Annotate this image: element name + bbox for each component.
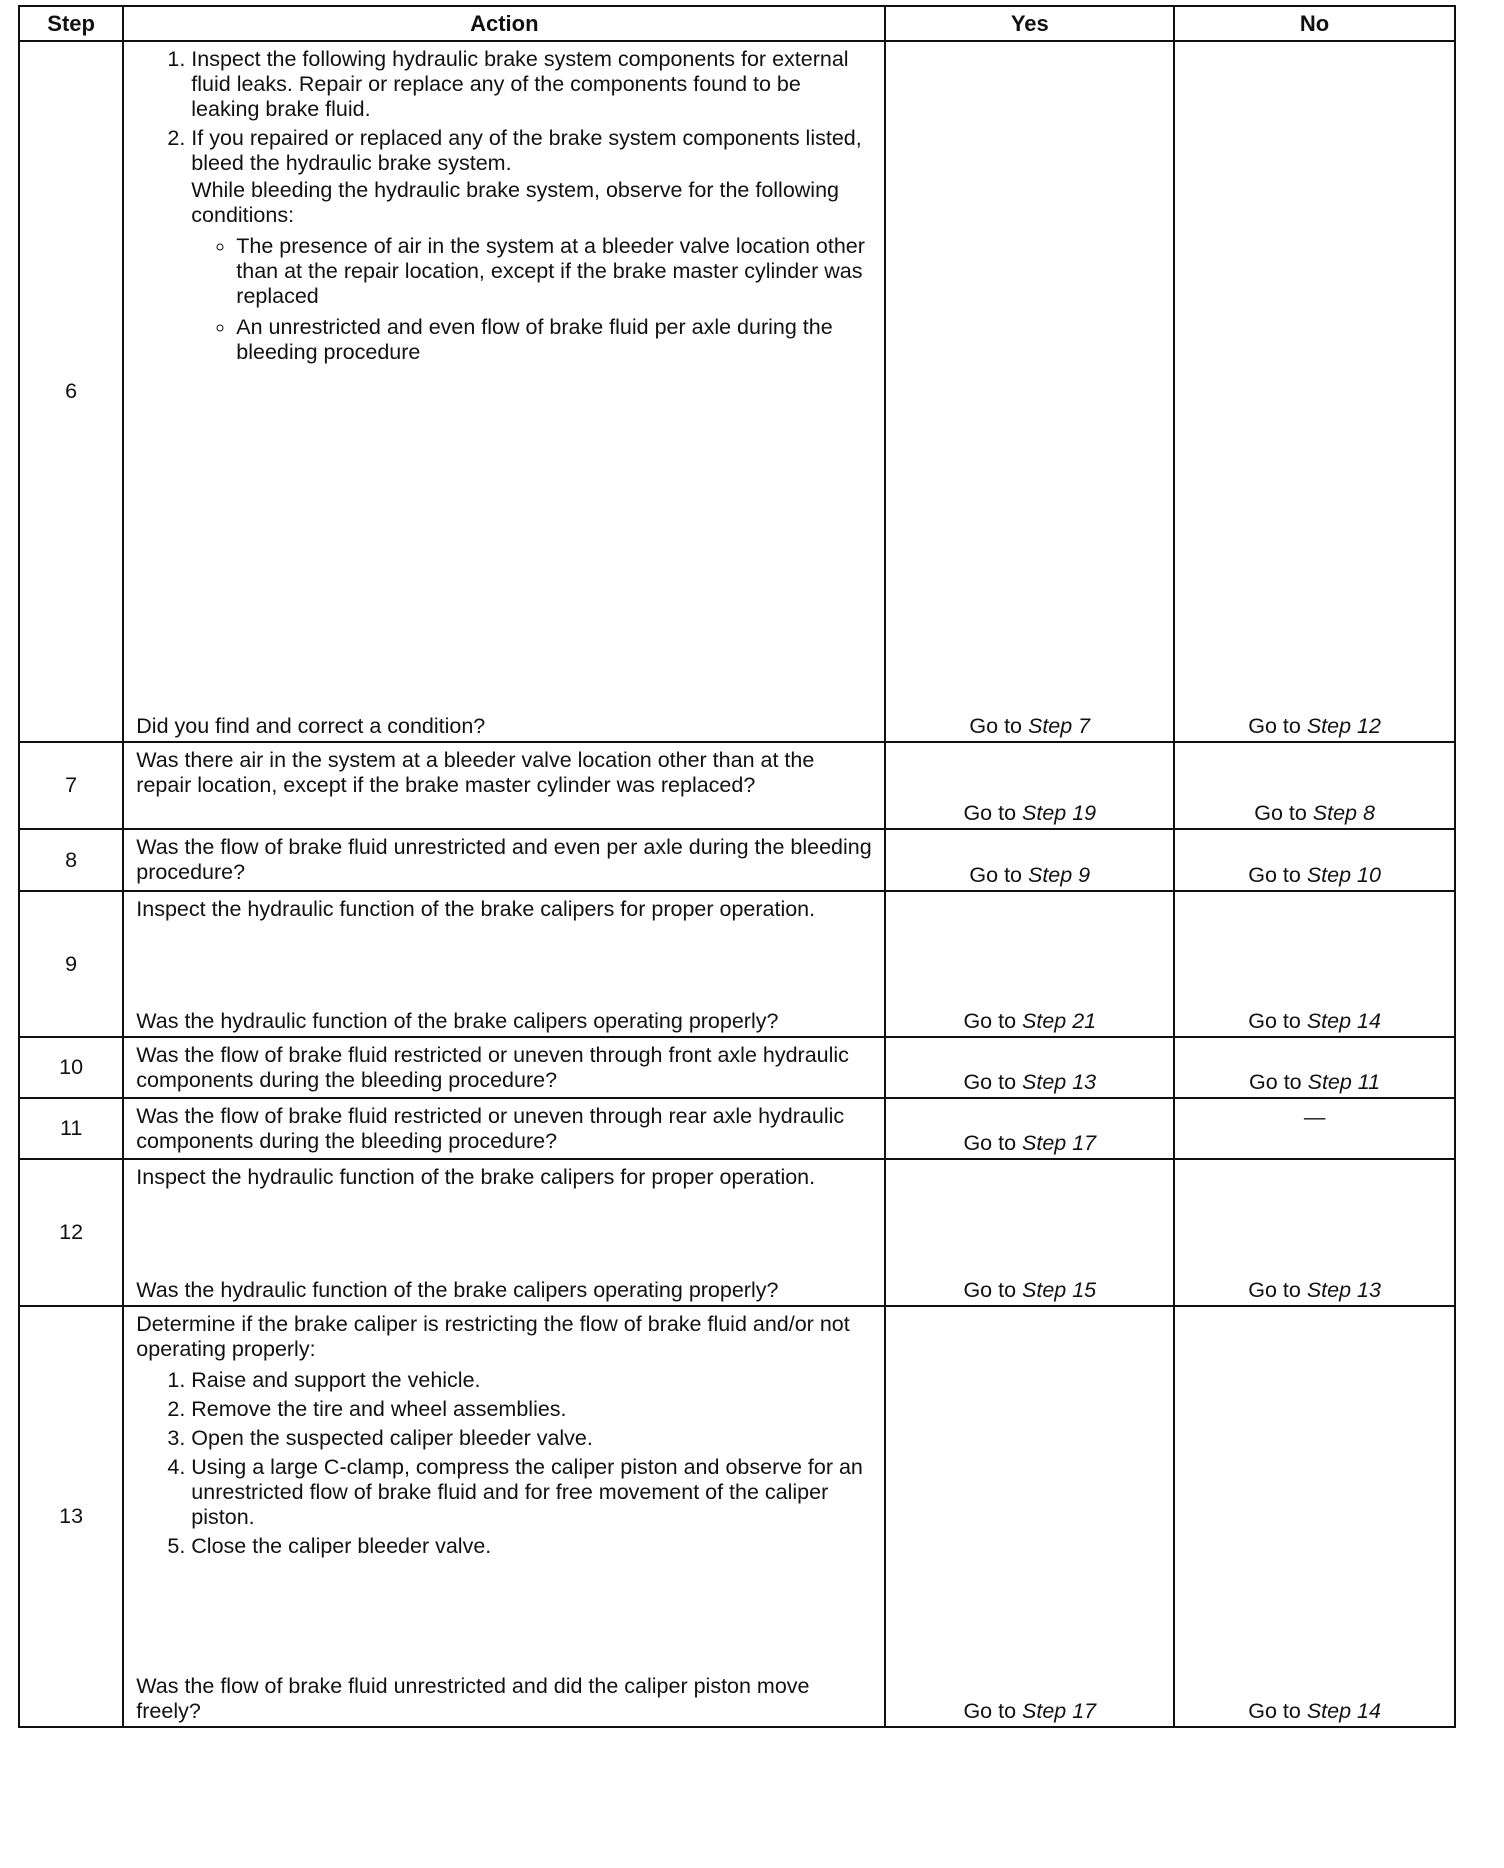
list-item: 4. Using a large C-clamp, compress the caliper piston and observe for an unrestricted flow of brake fluid and for free movement of the caliper piston.: [191, 1455, 872, 1530]
no-step-link[interactable]: Step 14: [1306, 1699, 1381, 1723]
action-cell: [123, 1037, 885, 1098]
table-row: [19, 41, 1455, 742]
action-cell: [123, 41, 885, 742]
yes-cell: [885, 1098, 1174, 1159]
action-instructions: [136, 47, 872, 371]
no-cell: [1174, 1159, 1455, 1306]
table-row: [19, 1159, 1455, 1306]
yes-prefix: Go to: [963, 1699, 1022, 1723]
no-step-link[interactable]: Step 12: [1306, 714, 1381, 738]
no-prefix: Go to: [1248, 714, 1307, 738]
header-row: [19, 6, 1455, 41]
question-text: Was the flow of brake fluid unrestricted and even per axle during the bleeding procedure?: [136, 835, 872, 884]
question-text: Was the hydraulic function of the brake calipers operating properly?: [136, 1009, 779, 1033]
table-row: [19, 1098, 1455, 1159]
list-item-text: If you repaired or replaced any of the brake system components listed, bleed the hydraulic brake system.: [191, 126, 862, 175]
action-cell: [123, 891, 885, 1037]
table-row: [19, 742, 1455, 829]
no-prefix: Go to: [1248, 1009, 1307, 1033]
no-prefix: Go to: [1249, 1070, 1308, 1094]
step-number: 7: [19, 742, 123, 829]
yes-prefix: Go to: [969, 714, 1028, 738]
header-step: Step: [19, 6, 123, 41]
yes-cell: [885, 829, 1174, 891]
yes-step-link[interactable]: Step 9: [1027, 863, 1091, 887]
question-text: Was the flow of brake fluid restricted or uneven through rear axle hydraulic components during the bleeding procedure?: [136, 1104, 845, 1153]
list-item: 3. Open the suspected caliper bleeder valve.: [191, 1426, 872, 1451]
action-cell: [123, 1306, 885, 1727]
question-text: Did you find and correct a condition?: [136, 714, 486, 738]
question-text: Was there air in the system at a bleeder valve location other than at the repair location, except if the brake master cylinder was replaced?: [136, 748, 815, 797]
yes-cell: [885, 1306, 1174, 1727]
step-number: 6: [19, 41, 123, 742]
bullet-item: ◦ The presence of air in the system at a bleeder valve location other than at the repair location, except if the brake master cylinder was replaced: [236, 234, 872, 309]
no-cell: [1174, 1037, 1455, 1098]
table-row: [19, 891, 1455, 1037]
no-step-link[interactable]: Step 8: [1312, 801, 1375, 825]
bullet-item: ◦ An unrestricted and even flow of brake fluid per axle during the bleeding procedure: [236, 315, 872, 365]
action-cell: [123, 829, 885, 891]
yes-step-link[interactable]: Step 21: [1022, 1009, 1097, 1033]
step-number: 13: [19, 1306, 123, 1727]
yes-cell: [885, 41, 1174, 742]
no-step-link[interactable]: Step 14: [1306, 1009, 1381, 1033]
list-item: 5. Close the caliper bleeder valve.: [191, 1534, 872, 1559]
no-cell: [1174, 1306, 1455, 1727]
numbered-list: [136, 1368, 872, 1559]
no-step-link[interactable]: Step 13: [1306, 1278, 1381, 1302]
no-cell: [1174, 41, 1455, 742]
bullet-list: [191, 234, 872, 365]
yes-step-link[interactable]: Step 7: [1027, 714, 1091, 738]
step-number: 8: [19, 829, 123, 891]
table-row: [19, 1037, 1455, 1098]
yes-prefix: Go to: [963, 1131, 1022, 1155]
instruction-text: Inspect the hydraulic function of the brake calipers for proper operation.: [136, 1165, 816, 1189]
header-yes: Yes: [885, 6, 1174, 41]
yes-cell: [885, 891, 1174, 1037]
no-cell: [1174, 742, 1455, 829]
sub-paragraph: While bleeding the hydraulic brake system, observe for the following conditions:: [191, 178, 840, 227]
yes-prefix: Go to: [963, 801, 1022, 825]
yes-cell: [885, 1159, 1174, 1306]
question-text: Was the flow of brake fluid unrestricted and did the caliper piston move freely?: [136, 1674, 810, 1723]
yes-step-link[interactable]: Step 17: [1022, 1699, 1097, 1723]
list-item: 2. Remove the tire and wheel assemblies.: [191, 1397, 872, 1422]
step-number: 11: [19, 1098, 123, 1159]
no-prefix: Go to: [1248, 1699, 1307, 1723]
yes-step-link[interactable]: Step 17: [1022, 1131, 1097, 1155]
no-step-link[interactable]: Step 11: [1307, 1070, 1381, 1094]
question-text: Was the hydraulic function of the brake calipers operating properly?: [136, 1278, 779, 1302]
no-step-link[interactable]: Step 10: [1306, 863, 1381, 887]
no-cell: [1174, 891, 1455, 1037]
numbered-list: [136, 47, 872, 365]
list-item: 1. Raise and support the vehicle.: [191, 1368, 872, 1393]
no-prefix: Go to: [1248, 863, 1307, 887]
step-number: 12: [19, 1159, 123, 1306]
instruction-text: Determine if the brake caliper is restricting the flow of brake fluid and/or not operating properly:: [136, 1312, 850, 1361]
step-number: 9: [19, 891, 123, 1037]
no-cell: [1174, 829, 1455, 891]
action-cell: [123, 1098, 885, 1159]
yes-prefix: Go to: [963, 1070, 1022, 1094]
step-number: 10: [19, 1037, 123, 1098]
yes-step-link[interactable]: Step 19: [1022, 801, 1097, 825]
list-item: 1. Inspect the following hydraulic brake system components for external fluid leaks. Repair or replace any of the components found to be leaking brake fluid.: [191, 47, 872, 122]
diagnostic-table: [18, 5, 1456, 1728]
action-cell: [123, 1159, 885, 1306]
no-prefix: Go to: [1254, 801, 1313, 825]
instruction-text: Inspect the hydraulic function of the brake calipers for proper operation.: [136, 897, 816, 921]
yes-prefix: Go to: [963, 1278, 1022, 1302]
action-instructions: [136, 1312, 872, 1563]
no-dash: —: [1303, 1105, 1326, 1129]
yes-prefix: Go to: [963, 1009, 1022, 1033]
no-cell: [1174, 1098, 1455, 1159]
yes-cell: [885, 1037, 1174, 1098]
yes-step-link[interactable]: Step 13: [1022, 1070, 1097, 1094]
yes-prefix: Go to: [969, 863, 1028, 887]
no-prefix: Go to: [1248, 1278, 1307, 1302]
action-cell: [123, 742, 885, 829]
header-no: No: [1174, 6, 1455, 41]
list-item: [191, 126, 872, 365]
table-row: [19, 829, 1455, 891]
question-text: Was the flow of brake fluid restricted or uneven through front axle hydraulic components during the bleeding procedure?: [136, 1043, 849, 1092]
yes-cell: [885, 742, 1174, 829]
header-action: Action: [123, 6, 885, 41]
table-row: [19, 1306, 1455, 1727]
yes-step-link[interactable]: Step 15: [1022, 1278, 1097, 1302]
